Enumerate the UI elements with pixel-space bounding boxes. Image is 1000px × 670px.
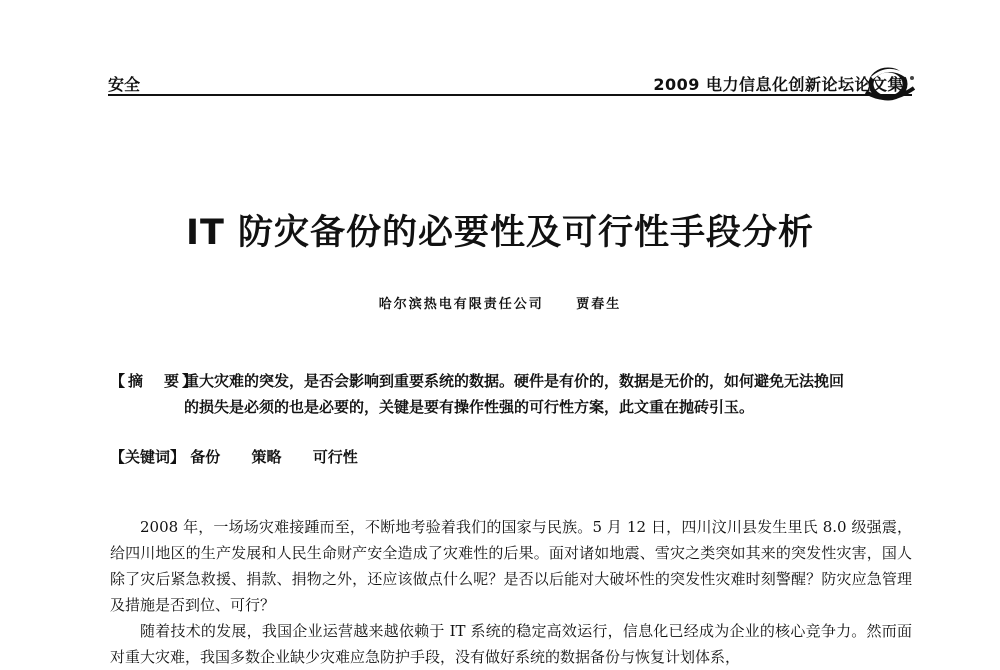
keyword-item: 可行性: [312, 448, 358, 466]
journal-name: 2009 电力信息化创新论坛论文集: [653, 75, 904, 94]
keywords: [110, 446, 384, 467]
keywords-label: 【关键词】: [110, 448, 186, 466]
author: 贾春生: [576, 297, 622, 312]
keyword-item: 策略: [251, 448, 282, 466]
journal-logo: [858, 58, 920, 108]
running-head: [108, 64, 912, 96]
abstract-label: 【摘 要】: [110, 372, 201, 390]
byline: [0, 293, 1000, 312]
affiliation: 哈尔滨热电有限责任公司: [378, 297, 544, 312]
paper-title: IT 防灾备份的必要性及可行性手段分析: [185, 213, 815, 253]
body-paragraph: 随着技术的发展，我国企业运营越来越依赖于 IT 系统的稳定高效运行，信息化已经成为企业的核心竞争力。然而面对重大灾难，我国多数企业缺少灾难应急防护手段，没有做好系统的数据备份与恢复计划体系，: [110, 622, 912, 666]
section-label: 安全: [108, 75, 141, 94]
body-text: [110, 514, 912, 670]
abstract-text: 重大灾难的突发，是否会影响到重要系统的数据。硬件是有价的，数据是无价的，如何避免无法挽回的损失是必须的也是必要的，关键是要有操作性强的可行性方案，此文重在抛砖引玉。: [184, 372, 845, 416]
body-paragraph: 2008 年，一场场灾难接踵而至，不断地考验着我们的国家与民族。5 月 12 日，四川汶川县发生里氏 8.0 级强震，给四川地区的生产发展和人民生命财产安全造成了灾难性的后果。面对诸如地震、雪灾之类突如其来的突发性灾害，国人除了灾后紧急救援、捐款、捐物之外，还应该做点什么呢？是否以后能对大破坏性的突发性灾难时刻警醒？防灾应急管理及措施是否到位、可行？: [110, 518, 912, 614]
keyword-item: 备份: [190, 448, 221, 466]
